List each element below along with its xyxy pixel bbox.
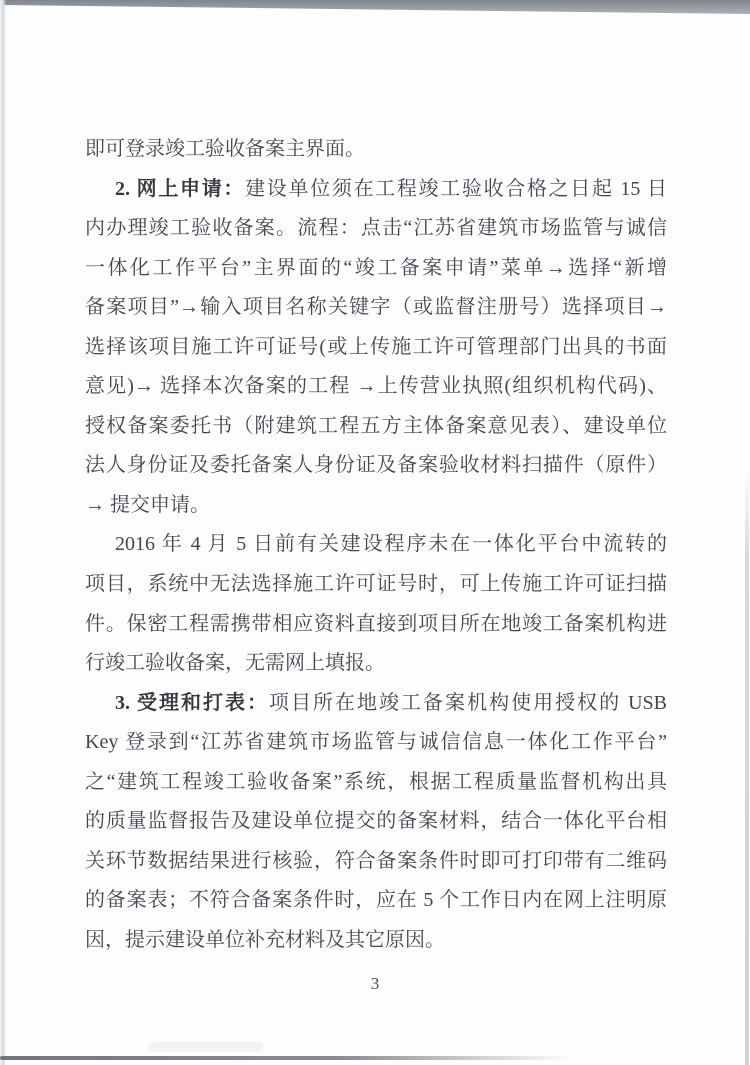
text-line: 关环节数据结果进行核验，符合备案条件时即可打印带有二维码 <box>85 849 667 872</box>
scanner-edge-top <box>0 0 750 15</box>
text-line: 行竣工验收备案，无需网上填报。 <box>85 652 385 675</box>
text-line: → 提交申请。 <box>85 493 210 516</box>
text-line: 法人身份证及委托备案人身份证及备案验收材料扫描件（原件） <box>85 454 667 477</box>
page-number: 3 <box>370 974 380 993</box>
paper-edge-left <box>0 0 6 1065</box>
text-line: 一体化工作平台”主界面的“竣工备案申请”菜单→选择“新增 <box>85 256 667 279</box>
text-line: 内办理竣工验收备案。流程：点击“江苏省建筑市场监管与诚信 <box>85 217 667 240</box>
scan-smudge <box>148 1042 263 1052</box>
text-line: Key 登录到“江苏省建筑市场监管与诚信信息一体化工作平台” <box>85 731 667 754</box>
text-line: 备案项目”→输入项目名称关键字（或监督注册号）选择项目→ <box>85 296 667 319</box>
text-line: 授权备案委托书（附建筑工程五方主体备案意见表）、建设单位 <box>85 414 667 437</box>
text-line: 因，提示建设单位补充材料及其它原因。 <box>85 928 445 951</box>
scanner-edge-bottom <box>0 1056 570 1060</box>
text-line: 的备案表；不符合备案条件时，应在 5 个工作日内在网上注明原 <box>85 889 667 912</box>
text-line: 之“建筑工程竣工验收备案”系统，根据工程质量监督机构出具 <box>85 770 667 793</box>
text-line: 选择该项目施工许可证号(或上传施工许可管理部门出具的书面 <box>85 335 667 358</box>
text-line: 3. 受理和打表：项目所在地竣工备案机构使用授权的 USB <box>115 691 667 714</box>
document-body <box>85 130 667 960</box>
text-line: 件。保密工程需携带相应资料直接到项目所在地竣工备案机构进 <box>85 612 667 635</box>
text-line: 项目，系统中无法选择施工许可证号时，可上传施工许可证扫描 <box>85 573 667 596</box>
text-line: 即可登录竣工验收备案主界面。 <box>85 138 365 160</box>
text-line: 意见)→ 选择本次备案的工程 →上传营业执照(组织机构代码)、 <box>85 375 667 398</box>
text-line: 2016 年 4 月 5 日前有关建设程序未在一体化平台中流转的 <box>115 533 667 556</box>
text-line-bold-lead: 2. 网上申请： <box>115 177 246 200</box>
text-line: 2. 网上申请：建设单位须在工程竣工验收合格之日起 15 日 <box>115 177 667 200</box>
text-line: 的质量监督报告及建设单位提交的备案材料，结合一体化平台相 <box>85 810 667 833</box>
text-line-bold-lead: 3. 受理和打表： <box>115 691 270 714</box>
